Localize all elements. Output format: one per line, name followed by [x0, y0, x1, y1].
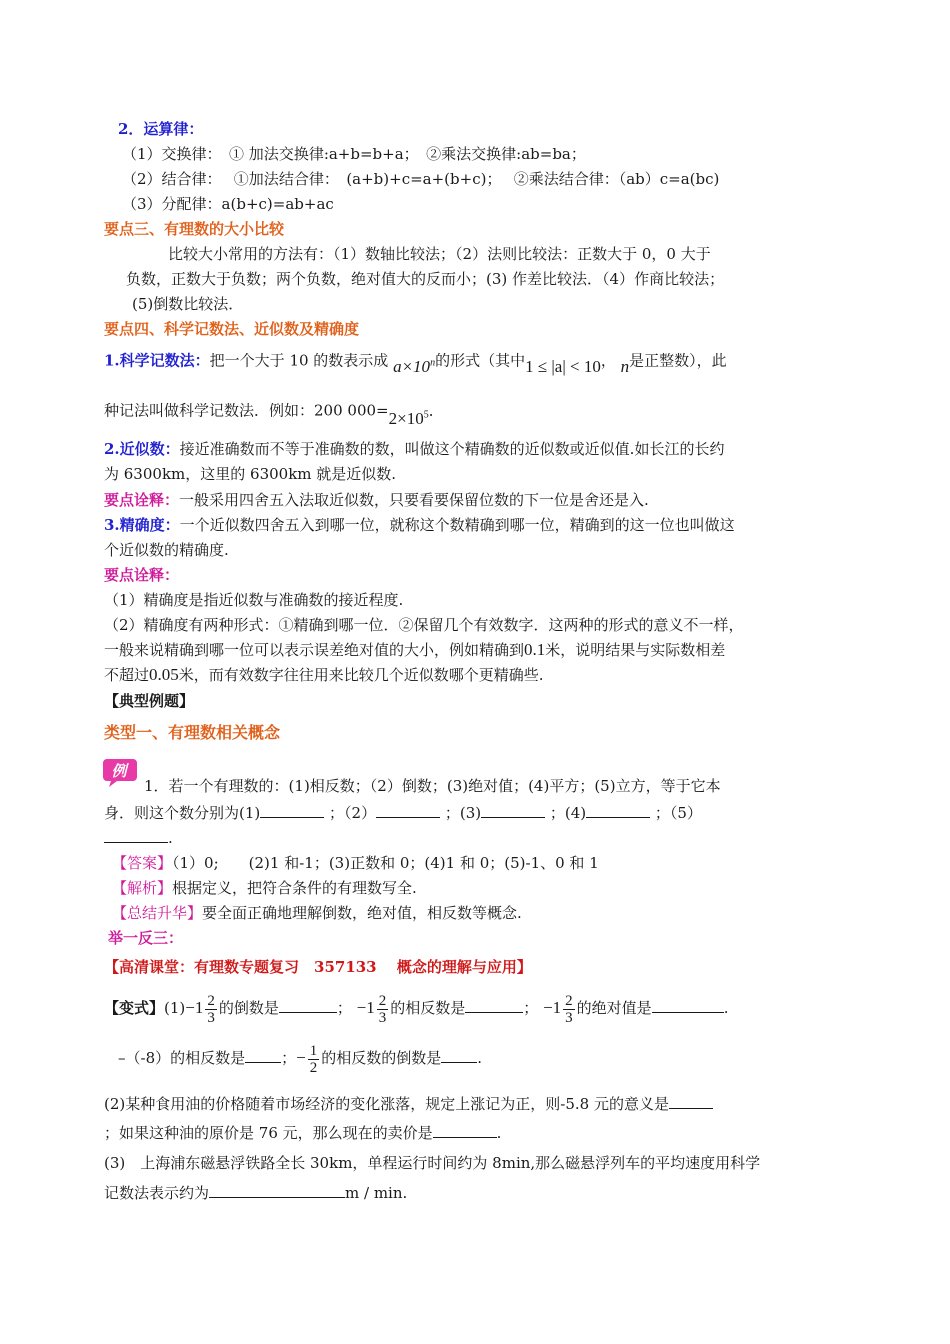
variant-2-line-2 [104, 1122, 501, 1144]
q1-line-3-end: . [168, 829, 173, 847]
sci-text-3: ， [600, 351, 616, 370]
summary-text: 要全面正确地理解倒数，绝对值，相反数等概念. [202, 904, 522, 922]
note-2-item-1: （1）精确度是指近似数与准确数的接近程度. [104, 591, 404, 609]
section-2-title: 2．运算律： [118, 120, 204, 138]
point-3-line-1: 比较大小常用的方法有：（1）数轴比较法；（2）法则比较法：正数大于 0，0 大于 [168, 245, 711, 263]
note-2-item-2a: （2）精确度有两种形式：①精确到哪一位．②保留几个有效数字．这两种的形式的意义不一样， [104, 616, 744, 634]
note-1-text: 一般采用四舍五入法取近似数，只要看要保留位数的下一位是舍还是入. [179, 491, 649, 509]
v1-text-1: 的倒数是 [218, 999, 279, 1017]
approx-label: 2.近似数： [104, 440, 180, 458]
sci-example [389, 409, 429, 428]
variant-3-line-2 [104, 1182, 407, 1204]
typical-examples-heading: 【典型例题】 [104, 692, 195, 710]
note-2-item-2c-text-1: 不超过 [104, 666, 150, 684]
note-2-item-2b [104, 639, 725, 661]
note-2-item-2c [104, 664, 544, 686]
associative-law: （2）结合律： ①加法结合律： (a+b)+c=a+(b+c)； ②乘法结合律：（ab）c=a(bc) [122, 170, 720, 188]
sci-example-base: 2×10 [388, 408, 424, 428]
minus-sign: − [296, 1048, 306, 1067]
summary-label: 【总结升华】 [112, 904, 203, 922]
q1-text-c: ；(3) [444, 804, 482, 822]
analysis-text: 根据定义，把符合条件的有理数写全. [172, 879, 417, 897]
q1-text-e: ；（5） [654, 804, 702, 822]
blank-v3-1[interactable] [209, 1183, 345, 1198]
precision-label: 3.精确度： [104, 516, 180, 534]
answer-text: （1）0; (2)1 和-1；(3)正数和 0；(4)1 和 0；(5)-1、0 和 1 [172, 854, 599, 872]
v2-text-2: ；如果这种油的原价是 76 元，那么现在的卖价是 [104, 1124, 433, 1142]
blank-v1-1[interactable] [279, 998, 337, 1013]
frac-b-den: 3 [378, 1009, 387, 1026]
sci-formula-exp: n [430, 357, 436, 368]
precision-line-2: 个近似数的精确度. [104, 541, 229, 559]
v1b-text-1: –（-8）的相反数是 [118, 1049, 246, 1067]
v1b-text-3: 的相反数的倒数是 [321, 1049, 442, 1067]
sci-notation-line-1 [104, 346, 727, 376]
type-1-title: 类型一、有理数相关概念 [104, 723, 281, 742]
sci-notation-line-2 [104, 396, 444, 428]
note-2-item-2b-text-1: 一般来说精确到哪一位可以表示误差绝对值的大小，例如精确到 [104, 641, 525, 659]
variant-label: 【变式】 [104, 999, 165, 1017]
frac-d-num: 1 [309, 1042, 318, 1059]
sci-example-exp: 5 [423, 409, 429, 420]
v1-text-3: 的相反数是 [390, 999, 466, 1017]
precision-line-1 [104, 514, 735, 536]
answer-label: 【答案】 [112, 854, 173, 872]
blank-v1b-1[interactable] [245, 1048, 281, 1063]
analysis-label: 【解析】 [112, 879, 173, 897]
variant-1b-line [118, 1040, 482, 1076]
blank-v1b-2[interactable] [441, 1048, 477, 1063]
summary-line [112, 902, 522, 924]
v2-text-3: . [496, 1124, 502, 1142]
blank-1[interactable] [260, 803, 324, 818]
approx-line-2: 为 6300km，这里的 6300km 就是近似数. [104, 465, 397, 483]
question-1-line-2 [104, 802, 702, 824]
q1-text-a: 身．则这个数分别为(1) [104, 804, 261, 822]
sci-n: n [620, 356, 630, 376]
sci-formula-base: a×10 [393, 356, 431, 376]
frac-d-den: 2 [309, 1059, 318, 1076]
question-1-line-3 [104, 827, 173, 849]
sci-condition: 1 ≤ |a| < 10 [525, 356, 601, 376]
minus-one-b: −1 [356, 998, 375, 1017]
blank-4[interactable] [586, 803, 650, 818]
v1-text-2: ； [336, 999, 352, 1017]
analysis-line [112, 877, 417, 899]
variant-1-line [104, 990, 728, 1026]
v3-text-1: 记数法表示约为 [104, 1184, 210, 1202]
blank-5[interactable] [104, 828, 168, 843]
value-0-1: 0.1 [524, 640, 546, 659]
v2-text-1: (2)某种食用油的价格随着市场经济的变化涨落，规定上涨记为正，则-5.8 元的意义是 [104, 1095, 669, 1113]
variant-2-line-1 [104, 1093, 713, 1115]
frac-c-den: 3 [565, 1009, 573, 1026]
sci-text-1: 把一个大于 10 的数表示成 [209, 351, 389, 370]
sci-text-2: 的形式（其中 [435, 351, 526, 370]
sci-notation-label: 1.科学记数法： [104, 351, 210, 370]
precision-text-1: 一个近似数四舍五入到哪一位，就称这个数精确到哪一位，精确到的这一位也叫做这 [179, 516, 735, 534]
point-4-title: 要点四、科学记数法、近似数及精确度 [104, 320, 360, 338]
blank-3[interactable] [481, 803, 545, 818]
fraction-2-3-a [205, 993, 217, 1026]
fraction-2-3-b [377, 993, 389, 1026]
v3-unit: m / min. [345, 1184, 408, 1202]
sci-text-4: 是正整数），此 [629, 351, 727, 370]
note-1-label: 要点诠释： [104, 491, 180, 509]
answer-line [112, 852, 599, 874]
v1-prefix: (1) [164, 999, 186, 1017]
blank-v2-2[interactable] [433, 1123, 497, 1138]
sci-example-end: ． [428, 401, 444, 420]
blank-v1-2[interactable] [465, 998, 523, 1013]
point-3-line-2: 负数，正数大于负数；两个负数，绝对值大的反而小；(3) 作差比较法．（4）作商比较法； [126, 270, 725, 288]
fraction-2-3-c [563, 993, 575, 1026]
blank-2[interactable] [376, 803, 440, 818]
blank-v1-3[interactable] [652, 998, 724, 1013]
value-0-05: 0.05 [149, 665, 179, 684]
q1-text-d: ；(4) [549, 804, 587, 822]
fraction-1-2 [308, 1043, 320, 1076]
v1-text-4: ； [523, 999, 539, 1017]
v1-text-5: 的绝对值是 [576, 999, 652, 1017]
variant-heading: 举一反三： [108, 929, 184, 947]
minus-one-c: −1 [543, 998, 562, 1017]
badge-text: 例 [111, 762, 127, 780]
variant-3-line-1: (3) 上海浦东磁悬浮铁路全长 30km，单程运行时间约为 8min,那么磁悬浮列车的平均速度用科学 [104, 1154, 761, 1172]
example-badge-icon [103, 757, 137, 787]
sci-formula [393, 357, 435, 376]
minus-one-a: −1 [185, 998, 204, 1017]
point-3-line-3: (5)倒数比较法． [132, 295, 244, 313]
q1-text-b: ；（2） [329, 804, 377, 822]
v1b-text-4: . [477, 1049, 483, 1067]
frac-c-num: 2 [565, 992, 573, 1009]
note-1 [104, 489, 649, 511]
v1b-text-2: ； [281, 1049, 297, 1067]
note-2-item-2c-text-2: 米，而有效数字往往用来比较几个近似数哪个更精确些. [178, 666, 544, 684]
note-2-item-2b-text-2: 米，说明结果与实际数相差 [545, 641, 726, 659]
distributive-law: （3）分配律：a(b+c)=ab+ac [122, 195, 334, 213]
note-2-label: 要点诠释： [104, 566, 180, 584]
blank-v2-1[interactable] [669, 1094, 713, 1109]
approx-text-1: 接近准确数而不等于准确数的数，叫做这个精确数的近似数或近似值.如长江的长约 [179, 440, 725, 458]
sci-line-2-text: 种记法叫做科学记数法．例如：200 000= [104, 401, 389, 420]
point-3-title: 要点三、有理数的大小比较 [104, 220, 285, 238]
question-1-line-1: 1．若一个有理数的：(1)相反数；（2）倒数；(3)绝对值；(4)平方；(5)立方，等于它本 [144, 777, 721, 795]
frac-a-den: 3 [207, 1009, 215, 1026]
course-line: 【高清课堂：有理数专题复习 357133 概念的理解与应用】 [104, 958, 532, 976]
frac-b-num: 2 [378, 992, 387, 1009]
commutative-law: （1）交换律： ① 加法交换律:a+b=b+a； ②乘法交换律:ab=ba； [122, 145, 586, 163]
frac-a-num: 2 [207, 992, 215, 1009]
approx-line-1 [104, 438, 724, 460]
v1-text-6: . [723, 999, 729, 1017]
